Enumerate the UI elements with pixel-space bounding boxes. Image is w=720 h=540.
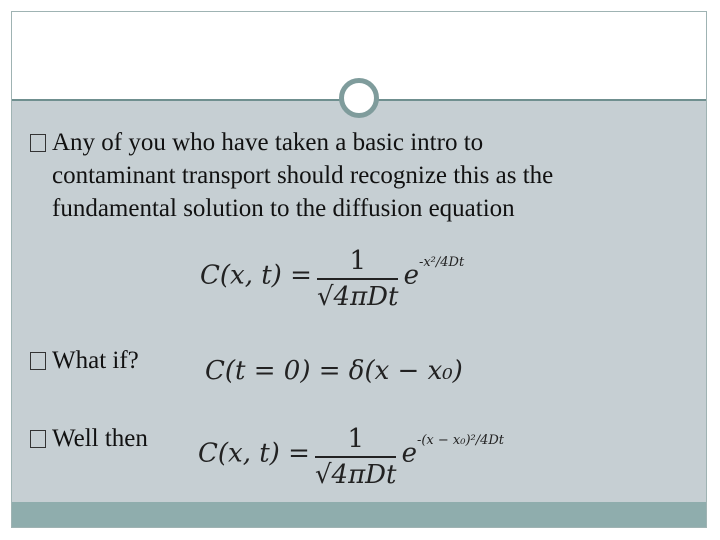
- bullet-3: [30, 422, 148, 455]
- bullet-box-icon: [30, 430, 46, 448]
- bullet-1-line-2: contaminant transport should recognize this as the: [52, 162, 554, 189]
- formula-1-exponent: -x²/4Dt: [418, 254, 465, 270]
- decorative-circle-icon: [339, 78, 379, 118]
- formula-1-exp-base: e: [403, 260, 419, 291]
- bullet-1-line-1: Any of you who have taken a basic intro to: [52, 129, 484, 156]
- formula-3-fraction: [315, 424, 397, 490]
- formula-1-fraction: [317, 246, 399, 312]
- bullet-1: [30, 126, 690, 225]
- slide-footer-bar: [12, 502, 706, 527]
- formula-3-denominator: √4πDt: [314, 460, 397, 490]
- formula-1-fraction-bar: [317, 278, 399, 280]
- bullet-2: [30, 344, 139, 377]
- bullet-2-text: What if?: [52, 347, 139, 374]
- formula-initial-condition: [205, 356, 463, 386]
- formula-2-text: C(t = 0) = δ(x − x₀): [205, 356, 463, 386]
- formula-3-exponent: -(x − x₀)²/4Dt: [416, 432, 505, 448]
- formula-3-numerator: 1: [347, 424, 364, 454]
- formula-shifted-solution: [198, 424, 504, 490]
- formula-3-fraction-bar: [315, 456, 397, 458]
- formula-1-numerator: 1: [349, 246, 366, 276]
- formula-1-lhs: C(x, t) =: [200, 260, 312, 291]
- formula-fundamental-solution: [200, 246, 464, 312]
- bullet-box-icon: [30, 352, 46, 370]
- bullet-1-line-3: fundamental solution to the diffusion equation: [52, 195, 515, 222]
- bullet-3-text: Well then: [52, 425, 148, 452]
- formula-3-exp-base: e: [401, 438, 417, 469]
- formula-3-lhs: C(x, t) =: [198, 438, 310, 469]
- bullet-box-icon: [30, 134, 46, 152]
- formula-1-denominator: √4πDt: [316, 282, 399, 312]
